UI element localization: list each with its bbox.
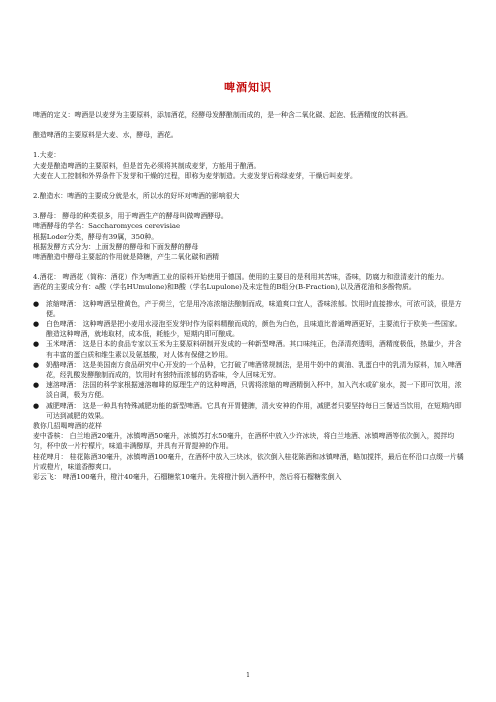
section-yeast-heading: 3.酵母： 酵母的种类很多，用于啤酒生产的酵母叫做啤酒酵母。: [33, 212, 228, 221]
section-barley-line: 大麦是酿造啤酒的主要原料，但是首先必须将其制成麦芽，方能用于酿酒。: [33, 161, 261, 170]
section-yeast-line: 根据发酵方式分为：上面发酵的酵母和下面发酵的酵母: [33, 242, 199, 251]
section-hops-line: 酒花的主要成分有：a酸（学名HUmulone)和B酸（学名Lupulone)及未定性的B组分(B-Fraction),以及酒花油和多酚物质。: [33, 283, 416, 292]
list-item: ● 白色啤酒： 这种啤酒是把小麦用水浸泡至发芽时作为原料精酿而成的，颜色为白色，且味道比普通啤酒更好，主要流行于欧美一些国家。酿造这种啤酒，就地取材，成本低，耗能少，短期内即可酿成。: [33, 320, 462, 339]
list-item: ● 减肥啤酒： 这是一种具有特殊减肥功能的新型啤酒。它具有开胃健脾，清火安神的作用，减肥者只要坚持每日三餐适当饮用，在短期内即可达到减肥的效果。: [33, 401, 462, 420]
bullet-icon: ●: [33, 299, 40, 308]
bullet-icon: ●: [33, 340, 40, 349]
section-barley-heading: 1.大麦：: [33, 151, 61, 160]
bullet-icon: ●: [33, 401, 40, 410]
list-item: ● 奶酪啤酒： 这是美国南方食品研究中心开发的一个品种，它打破了啤酒常规制法，是用牛奶中的黄油、乳蛋白中的乳清为原料，加入啤酒花，经乳酸发酵酿制而成的，饮用时有独特而浓郁的奶香味，令人回味无穷。: [33, 360, 462, 380]
ingredients-paragraph: 酿造啤酒的主要原料是大麦、水，酵母，酒花。: [33, 131, 178, 140]
list-item: ● 玉米啤酒： 这是日本的食品专家以玉米为主要原料研制开发成的一种新型啤酒。其口味纯正，色泽清亮透明，酒精度极低，热量少，并含有丰富的蛋白质和维生素以及氨基酸，对人体有保健之妙用。: [33, 340, 462, 359]
document-body: [33, 110, 465, 482]
section-water: 2.酿造水：啤酒的主要成分就是水，所以水的好坏对啤酒的影响很大: [33, 192, 240, 201]
bullet-icon: ●: [33, 320, 40, 329]
recipe-item: 麦中香槟： 白兰地酒20毫升，冰镇啤酒50毫升，冰镇苏打水50毫升，在酒杯中放入少许冰块，将白兰地酒、冰镇啤酒等依次倒入，搅拌均匀，杯中放一片柠檬片，味道丰满醇厚，并具有开胃提神的作用。: [33, 432, 455, 451]
page-number: 1: [246, 672, 250, 679]
section-yeast-line: 根据Loder分类，酵母有39属，350种。: [33, 232, 159, 241]
section-yeast-line: 啤酒酿造中酵母主要起的作用就是降糖，产生二氧化碳和酒精: [33, 253, 220, 262]
section-hops-heading: 4.酒花： 啤酒花（简称：酒花）作为啤酒工业的原料开始使用于德国。使用的主要目的是利用其苦味，香味，防腐力和澄清麦汁的能力。: [33, 273, 449, 282]
recipes-heading: 教你几招喝啤酒的花样: [33, 422, 102, 431]
definition-paragraph: 啤酒的定义：啤酒是以麦芽为主要原料，添加酒花，经酵母发酵酿制而成的，是一种含二氧化碳、起泡、低酒精度的饮料酒。: [33, 111, 412, 119]
list-item: ● 浓缩啤酒： 这种啤酒呈橙黄色，产于荷兰，它是用冷冻浓缩法酿制而成，味道爽口宜人，香味浓郁。饮用时直接掺水，可浓可淡，很是方便。: [33, 299, 462, 318]
section-yeast-line: 啤酒酵母的学名：Saccharomyces cerevisiae: [33, 222, 181, 231]
section-barley-line: 大麦在人工控制和外界条件下发芽和干燥的过程，即称为麦芽制造。大麦发芽后称绿麦芽，干燥后叫麦芽。: [33, 171, 357, 180]
page-title: 啤酒知识: [224, 81, 272, 94]
bullet-icon: ●: [33, 360, 40, 369]
list-item: ● 速溶啤酒： 法国的科学家根据速溶咖啡的原理生产的这种啤酒，只需将浓缩的啤酒精倒入杯中，加入汽水或矿泉水，搅一下即可饮用，浓淡自调，极为方便。: [33, 381, 462, 400]
recipe-item: 彩云飞： 啤酒100毫升，橙汁40毫升，石榴糖浆10毫升。先将橙汁倒入酒杯中，然后将石榴糖浆倒入: [33, 473, 342, 482]
bullet-icon: ●: [33, 381, 40, 390]
recipe-item: 桂花啤月： 桂花陈酒30毫升，冰镇啤酒100毫升，在酒杯中放入三块冰，依次倒入桂花陈酒和冰镇啤酒，略加搅拌，最后在杯沿口点缀一片橘片或橙片，味道香醇爽口。: [33, 452, 464, 471]
